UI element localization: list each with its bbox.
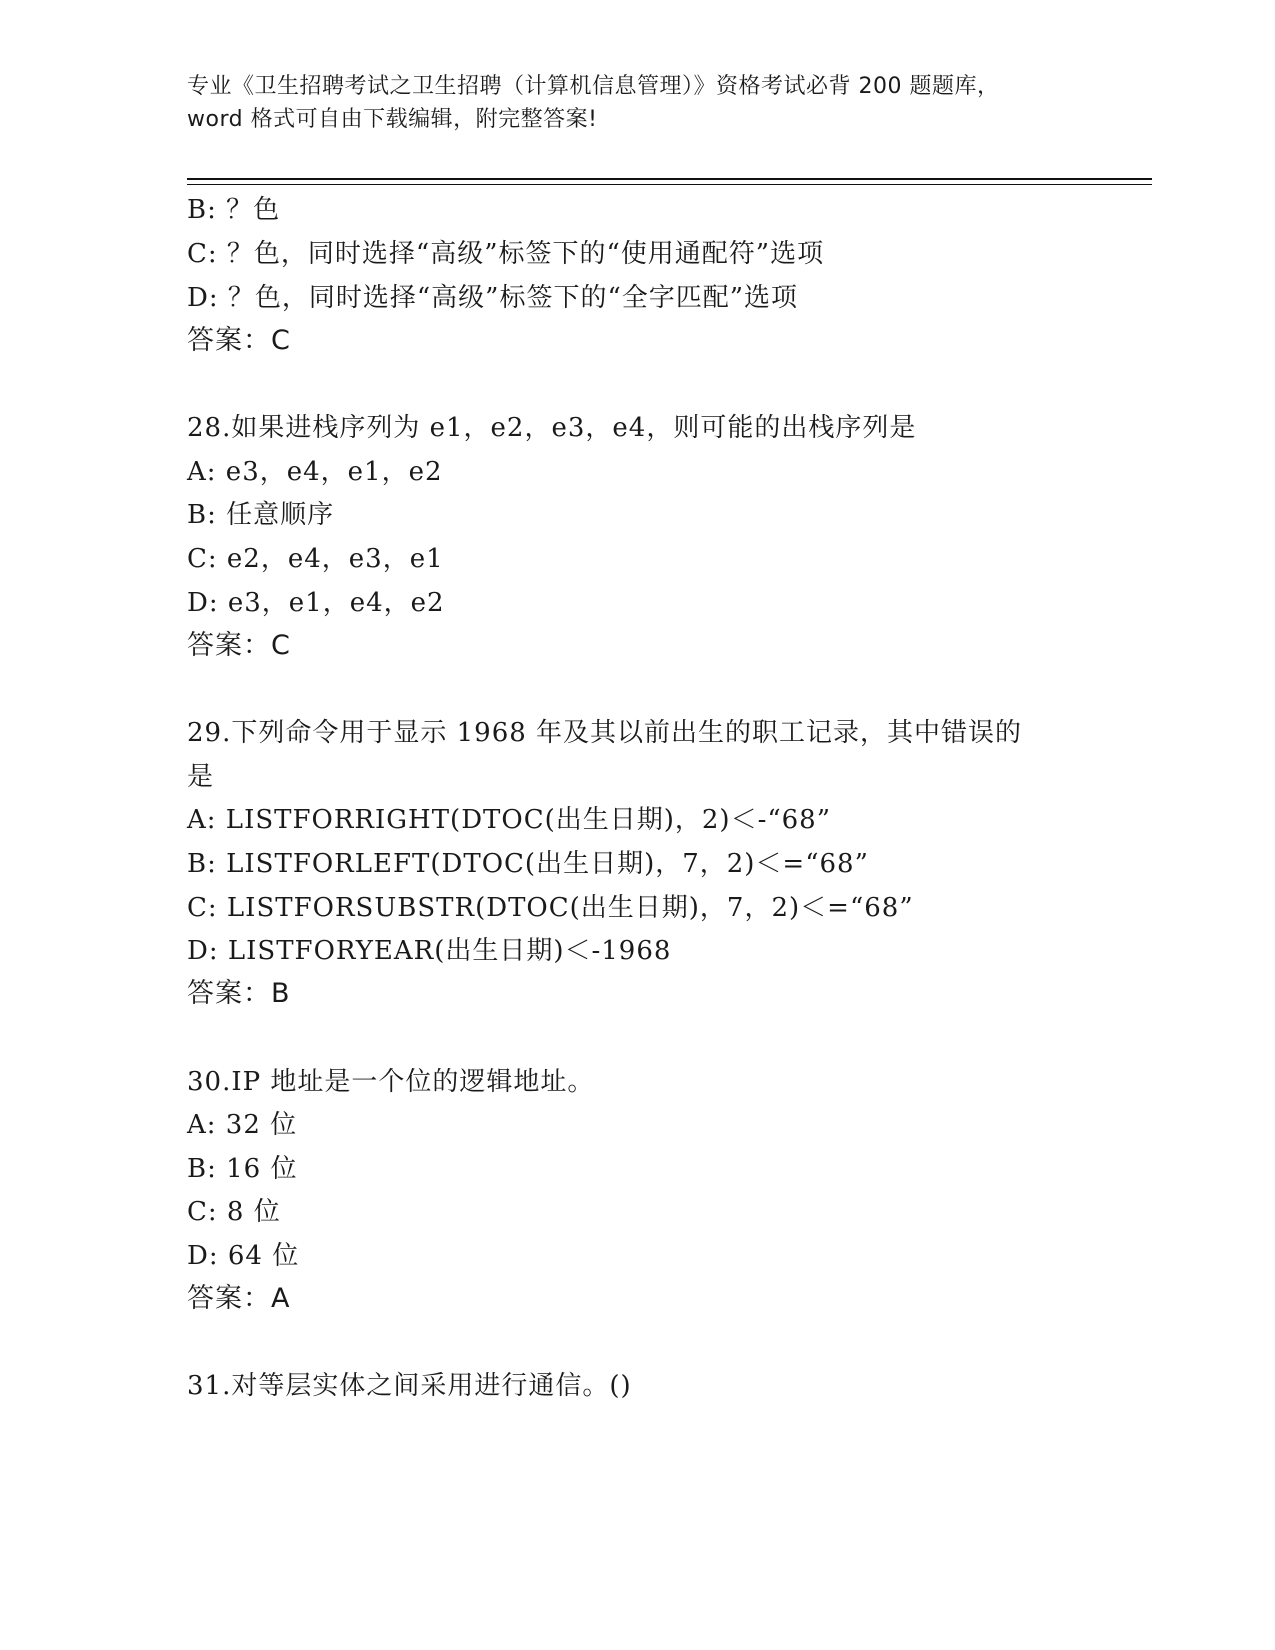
q28-option-d: D: e3，e1，e4，e2: [187, 588, 445, 618]
q29-answer: 答案：B: [187, 978, 291, 1009]
q29-question-line-1: 29.下列命令用于显示 1968 年及其以前出生的职工记录，其中错误的: [187, 718, 1023, 748]
q29-question-line-2: 是: [187, 762, 215, 792]
q27-option-b: B: ？色: [187, 195, 281, 225]
header-divider-thick: [187, 178, 1152, 180]
q30-answer: 答案：A: [187, 1283, 291, 1314]
q30-option-a: A: 32 位: [187, 1110, 298, 1140]
q29-option-b: B: LISTFORLEFT(DTOC(出生日期)，7，2)＜=“68”: [187, 849, 869, 879]
header-divider-thin: [187, 184, 1152, 185]
q28-option-a: A: e3，e4，e1，e2: [187, 457, 443, 487]
q30-option-d: D: 64 位: [187, 1241, 300, 1271]
q30-option-b: B: 16 位: [187, 1154, 298, 1184]
q31-question: 31.对等层实体之间采用进行通信。(): [187, 1371, 632, 1401]
q28-answer: 答案：C: [187, 630, 291, 661]
q27-option-c: C: ？色，同时选择“高级”标签下的“使用通配符”选项: [187, 239, 825, 269]
document-header: [187, 70, 1087, 136]
q29-option-a: A: LISTFORRIGHT(DTOC(出生日期)，2)＜-“68”: [187, 805, 832, 835]
header-title-line-1: 专业《卫生招聘考试之卫生招聘（计算机信息管理）》资格考试必背 200 题题库，: [187, 74, 1000, 99]
q29-option-d: D: LISTFORYEAR(出生日期)＜-1968: [187, 936, 672, 966]
q29-option-c: C: LISTFORSUBSTR(DTOC(出生日期)，7，2)＜=“68”: [187, 893, 914, 923]
q28-option-b: B: 任意顺序: [187, 500, 335, 530]
q27-option-d: D: ？色，同时选择“高级”标签下的“全字匹配”选项: [187, 283, 799, 313]
q28-question: 28.如果进栈序列为 e1，e2，e3，e4，则可能的出栈序列是: [187, 413, 917, 443]
q28-option-c: C: e2，e4，e3，e1: [187, 544, 444, 574]
q30-option-c: C: 8 位: [187, 1197, 281, 1227]
q30-question: 30.IP 地址是一个位的逻辑地址。: [187, 1067, 595, 1097]
header-title-line-2: word 格式可自由下载编辑，附完整答案!: [187, 107, 598, 132]
q27-answer: 答案：C: [187, 325, 291, 356]
